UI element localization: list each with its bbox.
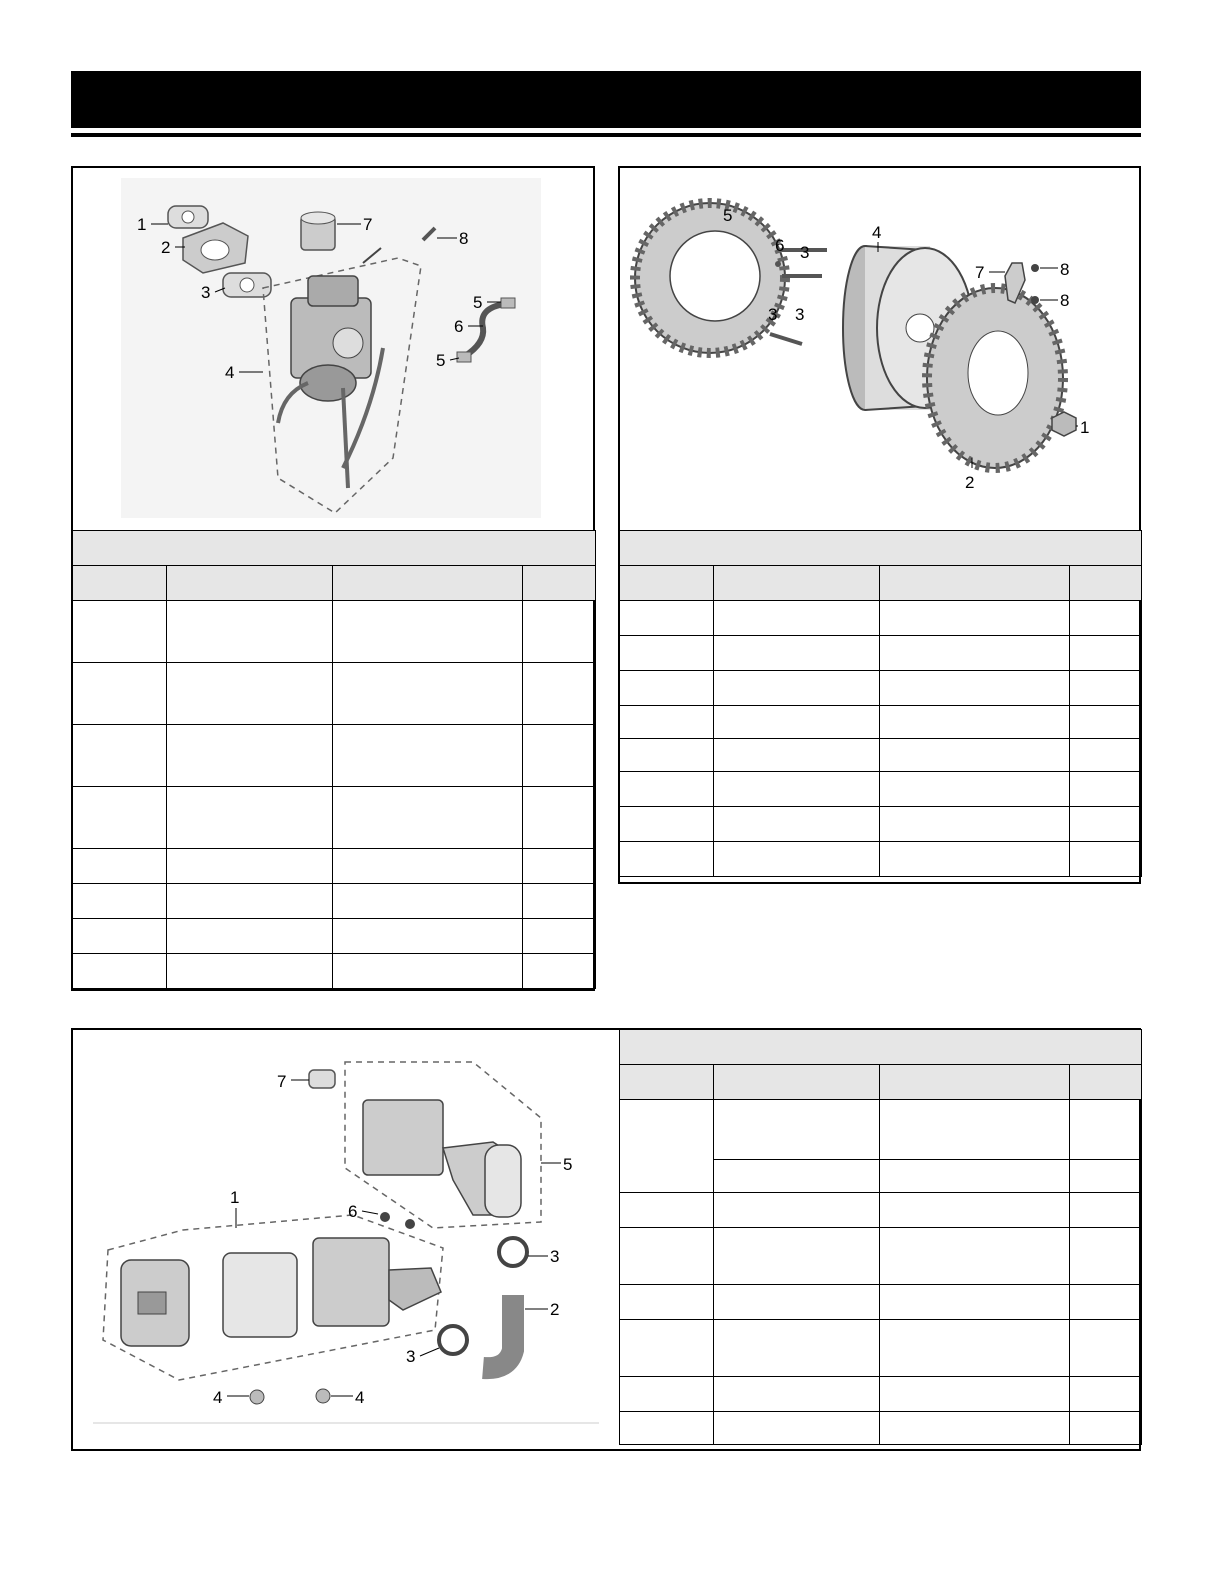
table-row <box>620 807 1142 842</box>
callout-3-top: 3 <box>800 243 810 262</box>
callout-4: 4 <box>872 223 882 242</box>
callout-6: 6 <box>775 236 785 255</box>
callout-2: 2 <box>965 473 975 492</box>
callout-3-bottom: 3 <box>768 305 778 324</box>
table-row <box>620 772 1142 807</box>
callout-7: 7 <box>363 215 373 234</box>
nut-part <box>1052 412 1076 436</box>
air-guide-part <box>363 1100 443 1175</box>
callout-8: 8 <box>459 229 469 248</box>
table-title-row <box>620 1030 1142 1065</box>
clamp-part-bottom <box>439 1326 467 1354</box>
table-row <box>73 725 596 787</box>
callout-2: 2 <box>161 238 171 257</box>
air-filter-case <box>313 1238 389 1326</box>
stator-part <box>635 203 785 353</box>
fan-part <box>927 288 1063 468</box>
air-filter-parts-table <box>619 1029 1142 1445</box>
table-row <box>620 1193 1142 1228</box>
callout-5: 5 <box>723 206 733 225</box>
table-row <box>73 601 596 663</box>
callout-3-mid: 3 <box>795 305 805 324</box>
callout-5-bottom: 5 <box>436 351 446 370</box>
carburetor-diagram <box>73 168 593 530</box>
table-row <box>73 919 596 954</box>
table-header-row <box>73 566 596 601</box>
table-row <box>620 1320 1142 1377</box>
table-row <box>620 842 1142 877</box>
callout-4-left: 4 <box>213 1388 223 1407</box>
air-filter-element <box>223 1253 297 1337</box>
table-title-row <box>620 531 1142 566</box>
callout-5-top: 5 <box>473 293 483 312</box>
table-row <box>73 954 596 989</box>
flywheel-parts-table <box>619 530 1142 877</box>
callout-8-top: 8 <box>1060 260 1070 279</box>
flywheel-panel <box>618 166 1141 884</box>
page-header-bar <box>71 71 1141 128</box>
table-row <box>620 1377 1142 1412</box>
callout-1: 1 <box>137 215 147 234</box>
callout-1: 1 <box>230 1188 240 1207</box>
air-filter-diagram <box>73 1030 613 1449</box>
carburetor-parts-table <box>72 530 596 989</box>
elbow-part <box>483 1295 513 1368</box>
callout-6: 6 <box>348 1202 358 1221</box>
carburetor-panel <box>71 166 595 991</box>
callout-3: 3 <box>201 283 211 302</box>
clamp-part-top <box>499 1238 527 1266</box>
table-row <box>73 884 596 919</box>
callout-4: 4 <box>225 363 235 382</box>
table-row <box>620 636 1142 671</box>
callout-4-right: 4 <box>355 1388 365 1407</box>
callout-3-top: 3 <box>550 1247 560 1266</box>
table-row <box>620 1228 1142 1285</box>
air-filter-panel <box>71 1028 1141 1451</box>
table-row <box>73 849 596 884</box>
table-row <box>620 706 1142 739</box>
table-header-row <box>620 1065 1142 1100</box>
callout-2: 2 <box>550 1300 560 1319</box>
callout-1: 1 <box>1080 418 1090 437</box>
callout-3-bottom: 3 <box>406 1347 416 1366</box>
table-header-row <box>620 566 1142 601</box>
callout-5: 5 <box>563 1155 573 1174</box>
table-row <box>73 663 596 725</box>
table-row <box>620 1412 1142 1445</box>
table-row <box>620 671 1142 706</box>
table-row <box>620 1100 1142 1160</box>
table-row <box>73 787 596 849</box>
callout-7: 7 <box>975 263 985 282</box>
callout-6: 6 <box>454 317 464 336</box>
flywheel-diagram <box>620 168 1139 530</box>
callout-8-bottom: 8 <box>1060 291 1070 310</box>
table-title-row <box>73 531 596 566</box>
table-row <box>620 1285 1142 1320</box>
table-row <box>620 601 1142 636</box>
table-row <box>620 739 1142 772</box>
callout-7: 7 <box>277 1072 287 1091</box>
header-rule <box>71 133 1141 137</box>
gasket-part-7 <box>309 1070 335 1088</box>
